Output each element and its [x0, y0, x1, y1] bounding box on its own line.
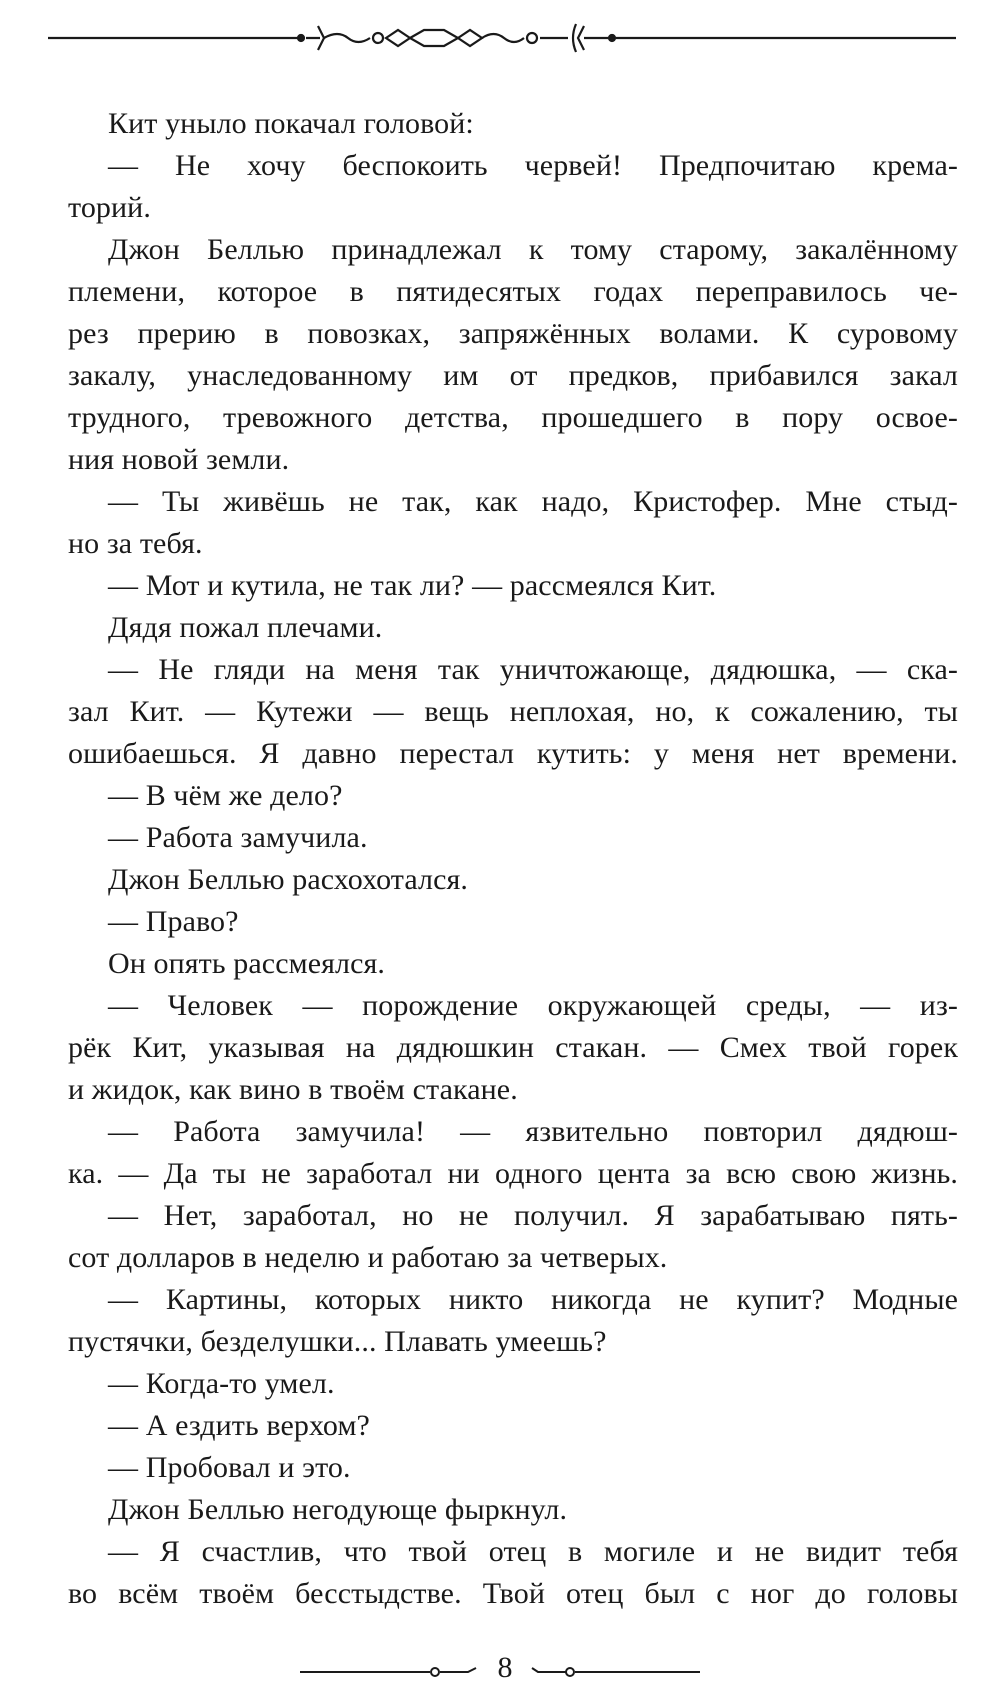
text-line: — Человек — порождение окружающей среды, — из-: [108, 989, 958, 1022]
text-line: но за тебя.: [68, 527, 203, 560]
text-line: — Не гляди на меня так уничтожающе, дядюшка, — ска-: [108, 653, 958, 686]
text-line: Он опять рассмеялся.: [108, 947, 385, 980]
text-line: Джон Беллью негодующе фыркнул.: [108, 1493, 568, 1526]
text-line: — Нет, заработал, но не получил. Я зарабатываю пять-: [108, 1199, 958, 1232]
text-line: Джон Беллью расхохотался.: [108, 863, 469, 896]
text-line: рез прерию в повозках, запряжённых волами. К суровому: [68, 317, 958, 350]
text-line: сот долларов в неделю и работаю за четверых.: [68, 1241, 668, 1274]
text-line: пустячки, безделушки... Плавать умеешь?: [68, 1325, 607, 1358]
text-line: — Работа замучила! — язвительно повторил дядюш-: [108, 1115, 958, 1148]
body-text: [68, 103, 958, 1615]
text-line: — Пробовал и это.: [108, 1451, 351, 1484]
text-line: ния новой земли.: [68, 443, 290, 476]
text-line: трудного, тревожного детства, прошедшего в пору освое-: [68, 401, 958, 434]
text-line: Джон Беллью принадлежал к тому старому, закалённому: [108, 233, 958, 266]
text-line: — Картины, которых никто никогда не купит? Модные: [108, 1283, 958, 1316]
text-line: ка. — Да ты не заработал ни одного цента за всю свою жизнь.: [68, 1157, 958, 1190]
text-line: — Мот и кутила, не так ли? — рассмеялся Кит.: [108, 569, 717, 602]
text-line: зал Кит. — Кутежи — вещь неплохая, но, к сожалению, ты: [68, 695, 958, 728]
text-line: торий.: [68, 191, 151, 224]
text-line: — Не хочу беспокоить червей! Предпочитаю крема-: [108, 149, 958, 182]
text-line: — В чём же дело?: [108, 779, 343, 812]
text-line: закалу, унаследованному им от предков, прибавился закал: [68, 359, 958, 392]
text-line: — Когда-то умел.: [108, 1367, 335, 1400]
text-line: Дядя пожал плечами.: [108, 611, 383, 644]
text-line: племени, которое в пятидесятых годах переправилось че-: [68, 275, 958, 308]
text-line: Кит уныло покачал головой:: [108, 107, 474, 140]
text-line: во всём твоём бесстыдстве. Твой отец был с ног до головы: [68, 1577, 958, 1610]
text-line: — Работа замучила.: [108, 821, 368, 854]
text-line: — А ездить верхом?: [108, 1409, 370, 1442]
page-number: 8: [497, 1651, 513, 1684]
decorative-rule-icon: [48, 18, 956, 58]
text-line: ошибаешься. Я давно перестал кутить: у меня нет времени.: [68, 737, 958, 770]
text-line: рёк Кит, указывая на дядюшкин стакан. — Смех твой горек: [68, 1031, 958, 1064]
text-line: — Я счастлив, что твой отец в могиле и не видит тебя: [108, 1535, 958, 1568]
text-line: — Право?: [108, 905, 239, 938]
page-footer: [300, 1650, 700, 1690]
text-line: — Ты живёшь не так, как надо, Кристофер. Мне стыд-: [108, 485, 958, 518]
text-line: и жидок, как вино в твоём стакане.: [68, 1073, 518, 1106]
